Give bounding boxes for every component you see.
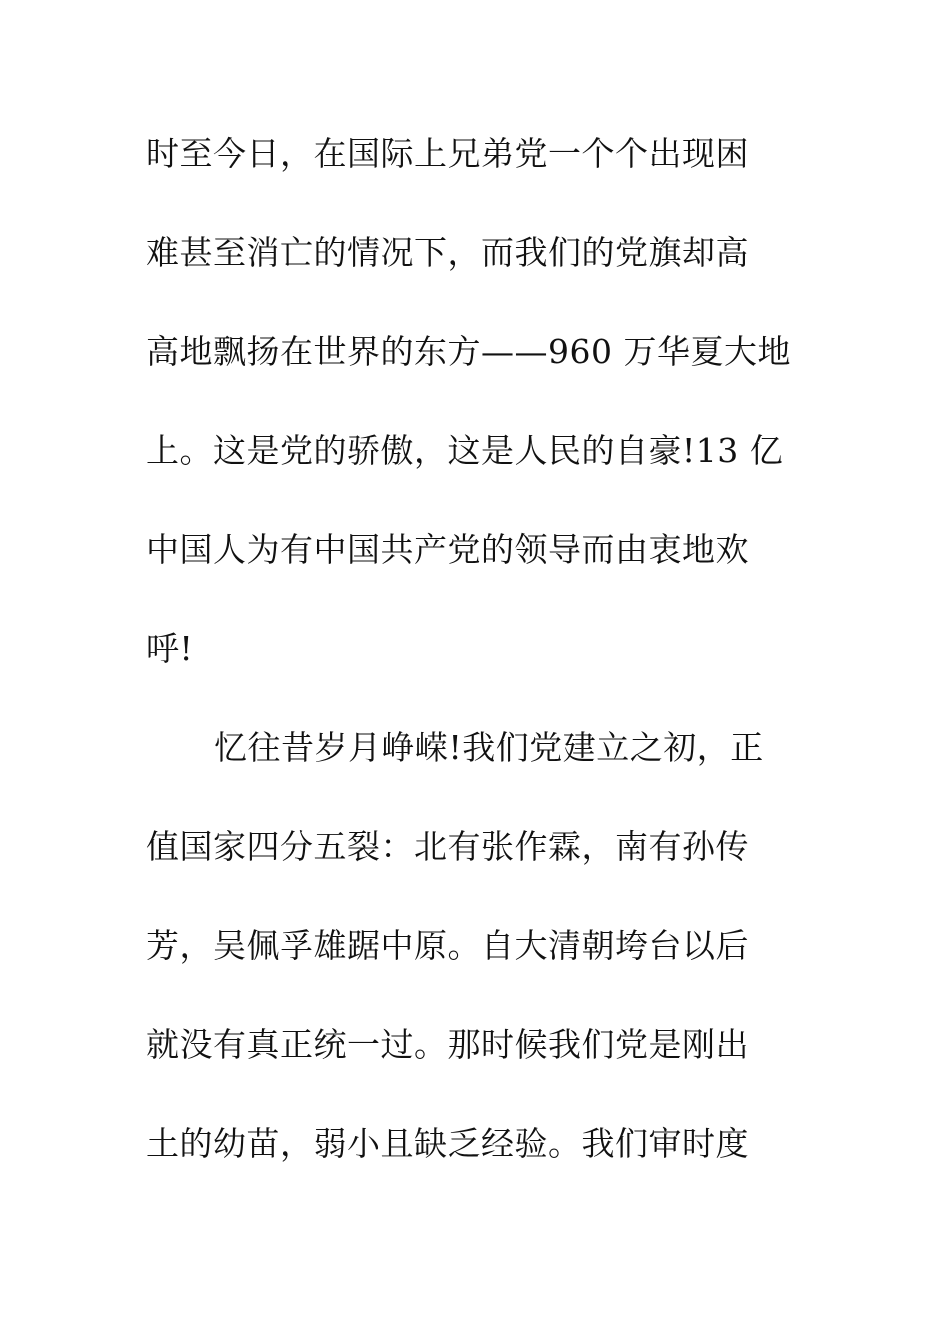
text-line: 土的幼苗，弱小且缺乏经验。我们审时度 <box>146 1124 749 1163</box>
text-line: 忆往昔岁月峥嵘!我们党建立之初，正 <box>214 728 764 767</box>
text-line: 难甚至消亡的情况下，而我们的党旗却高 <box>146 233 749 272</box>
text-line: 时至今日，在国际上兄弟党一个个出现困 <box>146 134 749 173</box>
body-text <box>146 126 826 1215</box>
text-line: 就没有真正统一过。那时候我们党是刚出 <box>146 1025 749 1064</box>
text-line: 芳，吴佩孚雄踞中原。自大清朝垮台以后 <box>146 926 749 965</box>
text-line: 高地飘扬在世界的东方——960 万华夏大地 <box>146 332 791 371</box>
text-line: 呼! <box>146 629 194 668</box>
text-line: 中国人为有中国共产党的领导而由衷地欢 <box>146 530 749 569</box>
text-line: 上。这是党的骄傲，这是人民的自豪!13 亿 <box>146 431 784 470</box>
text-line: 值国家四分五裂：北有张作霖，南有孙传 <box>146 827 749 866</box>
